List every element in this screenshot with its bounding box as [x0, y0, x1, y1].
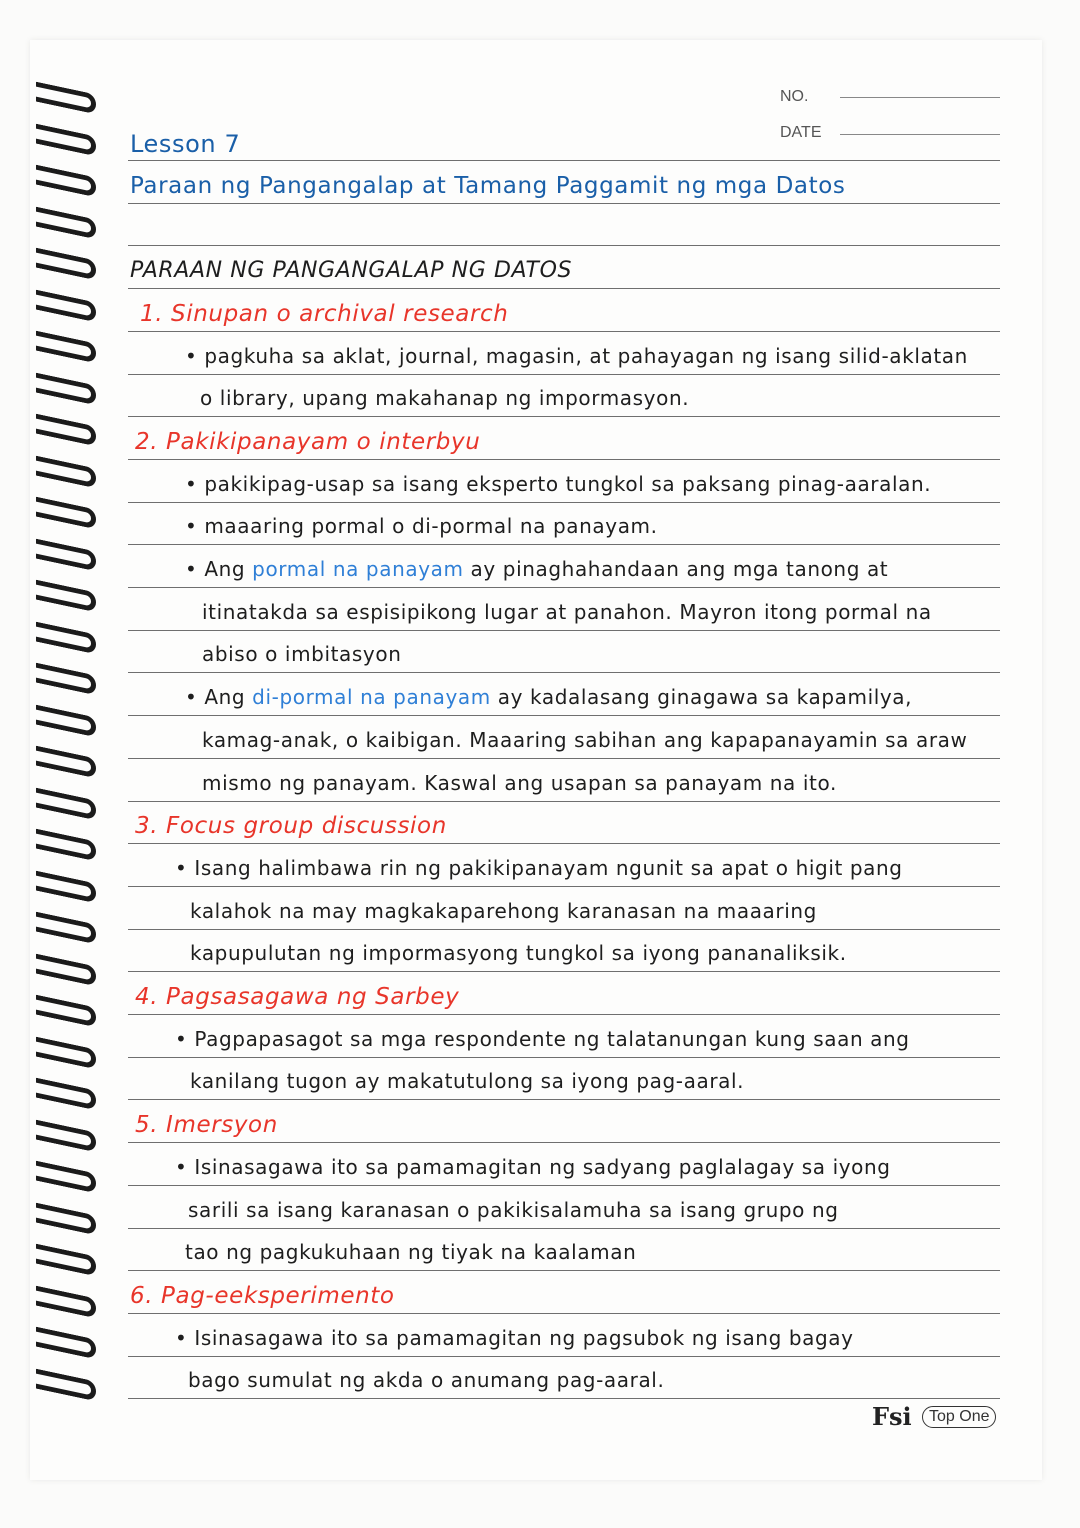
- rule-line: [128, 245, 1000, 246]
- note-line: [190, 941, 847, 965]
- note-line: [185, 472, 931, 496]
- rule-line: [128, 886, 1000, 887]
- note-text: kapupulutan ng impormasyong tungkol sa iyong pananaliksik.: [190, 941, 847, 966]
- note-text: bago sumulat ng akda o anumang pag-aaral.: [188, 1368, 665, 1393]
- rule-line: [128, 160, 1000, 161]
- note-text: mismo ng panayam. Kaswal ang usapan sa panayam na ito.: [202, 770, 837, 795]
- note-line: [200, 386, 689, 410]
- brand-name: Top One: [922, 1406, 996, 1428]
- rule-line: [128, 929, 1000, 930]
- section-heading: [135, 984, 459, 1010]
- note-text: • Pagpapasagot sa mga respondente ng talatanungan kung saan ang: [175, 1026, 910, 1051]
- note-line: [175, 1326, 854, 1350]
- rule-line: [128, 758, 1000, 759]
- note-line: [185, 344, 968, 368]
- note-line: [175, 1155, 891, 1179]
- lesson-title: [130, 173, 846, 199]
- note-text: pormal na panayam: [252, 557, 464, 581]
- page-heading: [130, 258, 572, 283]
- rule-line: [128, 331, 1000, 332]
- note-text: ay kadalasang ginagawa sa kapamilya,: [490, 685, 913, 710]
- rule-line: [128, 1057, 1000, 1058]
- note-text: Lesson 7: [130, 130, 241, 158]
- note-line: [130, 130, 240, 158]
- rule-line: [128, 843, 1000, 844]
- note-text: kalahok na may magkakaparehong karanasan na maaaring: [190, 898, 817, 923]
- rule-line: [128, 1228, 1000, 1229]
- rule-line: [128, 1313, 1000, 1314]
- rule-line: [128, 1398, 1000, 1399]
- note-text: • Isinasagawa ito sa pamamagitan ng pagsubok ng isang bagay: [175, 1325, 854, 1350]
- note-text: • Ang: [185, 557, 253, 581]
- rule-line: [128, 1270, 1000, 1271]
- note-text: • pagkuha sa aklat, journal, magasin, at pahayagan ng isang silid-aklatan: [185, 343, 968, 368]
- note-text: itinatakda sa espisipikong lugar at panahon. Mayron itong pormal na: [202, 599, 932, 624]
- note-text: • Isinasagawa ito sa pamamagitan ng sadyang paglalagay sa iyong: [175, 1154, 891, 1179]
- note-line: [202, 642, 401, 666]
- rule-line: [128, 801, 1000, 802]
- rule-line: [128, 630, 1000, 631]
- note-line: [188, 1368, 664, 1392]
- note-line: [188, 1198, 839, 1222]
- rule-line: [128, 374, 1000, 375]
- rule-line: [128, 1099, 1000, 1100]
- rule-line: [128, 1185, 1000, 1186]
- section-heading: [135, 813, 447, 839]
- note-text: 4. Pagsasagawa ng Sarbey: [135, 984, 460, 1010]
- note-text: abiso o imbitasyon: [202, 642, 402, 667]
- date-field-line: [840, 134, 1000, 135]
- note-text: kamag-anak, o kaibigan. Maaaring sabihan ang kapapanayamin sa araw: [202, 727, 968, 752]
- rule-line: [128, 587, 1000, 588]
- note-line: [202, 728, 967, 752]
- section-heading: [140, 301, 508, 327]
- note-text: 2. Pakikipanayam o interbyu: [135, 428, 481, 455]
- rule-line: [128, 1014, 1000, 1015]
- note-text: di-pormal na panayam: [252, 685, 491, 710]
- note-text: Paraan ng Pangangalap at Tamang Paggamit ng mga Datos: [130, 172, 846, 199]
- note-text: • Isang halimbawa rin ng pakikipanayam ngunit sa apat o higit pang: [175, 855, 903, 880]
- note-text: kanilang tugon ay makatutulong sa iyong pag-aaral.: [190, 1069, 745, 1094]
- note-text: 5. Imersyon: [135, 1112, 278, 1139]
- rule-line: [128, 971, 1000, 972]
- note-line: [190, 899, 817, 923]
- note-line: [175, 1027, 910, 1051]
- rule-line: [128, 203, 1000, 204]
- no-field-line: [840, 97, 1000, 98]
- note-line: [175, 856, 903, 880]
- rule-line: [128, 1142, 1000, 1143]
- note-line: [202, 600, 932, 624]
- rule-line: [128, 502, 1000, 503]
- note-line: [185, 1240, 636, 1264]
- note-line: [185, 557, 888, 581]
- rule-line: [128, 715, 1000, 716]
- note-text: • maaaring pormal o di-pormal na panayam.: [185, 514, 658, 539]
- note-text: 1. Sinupan o archival research: [140, 300, 509, 327]
- brand-logo: Fsi: [872, 1402, 912, 1431]
- rule-line: [128, 288, 1000, 289]
- section-heading: [135, 1112, 278, 1138]
- note-text: • Ang: [185, 685, 253, 710]
- note-line: [185, 514, 658, 538]
- date-label: DATE: [780, 124, 822, 141]
- rule-line: [128, 459, 1000, 460]
- no-label: NO.: [780, 88, 809, 105]
- note-text: tao ng pagkukuhaan ng tiyak na kaalaman: [185, 1240, 637, 1265]
- note-text: 6. Pag-eeksperimento: [130, 1282, 395, 1309]
- note-line: [190, 1069, 744, 1093]
- note-text: PARAAN NG PANGANGALAP NG DATOS: [130, 258, 573, 284]
- section-heading: [130, 1283, 395, 1309]
- rule-line: [128, 672, 1000, 673]
- note-text: 3. Focus group discussion: [135, 813, 447, 840]
- note-text: sarili sa isang karanasan o pakikisalamuha sa isang grupo ng: [188, 1197, 839, 1222]
- note-text: o library, upang makahanap ng impormasyon.: [200, 386, 690, 411]
- rule-line: [128, 544, 1000, 545]
- rule-line: [128, 416, 1000, 417]
- note-text: ay pinaghahandaan ang mga tanong at: [463, 557, 889, 581]
- note-text: • pakikipag-usap sa isang eksperto tungkol sa paksang pinag-aaralan.: [185, 471, 932, 496]
- note-line: [185, 685, 912, 709]
- rule-line: [128, 1356, 1000, 1357]
- note-line: [202, 771, 837, 795]
- section-heading: [135, 429, 480, 455]
